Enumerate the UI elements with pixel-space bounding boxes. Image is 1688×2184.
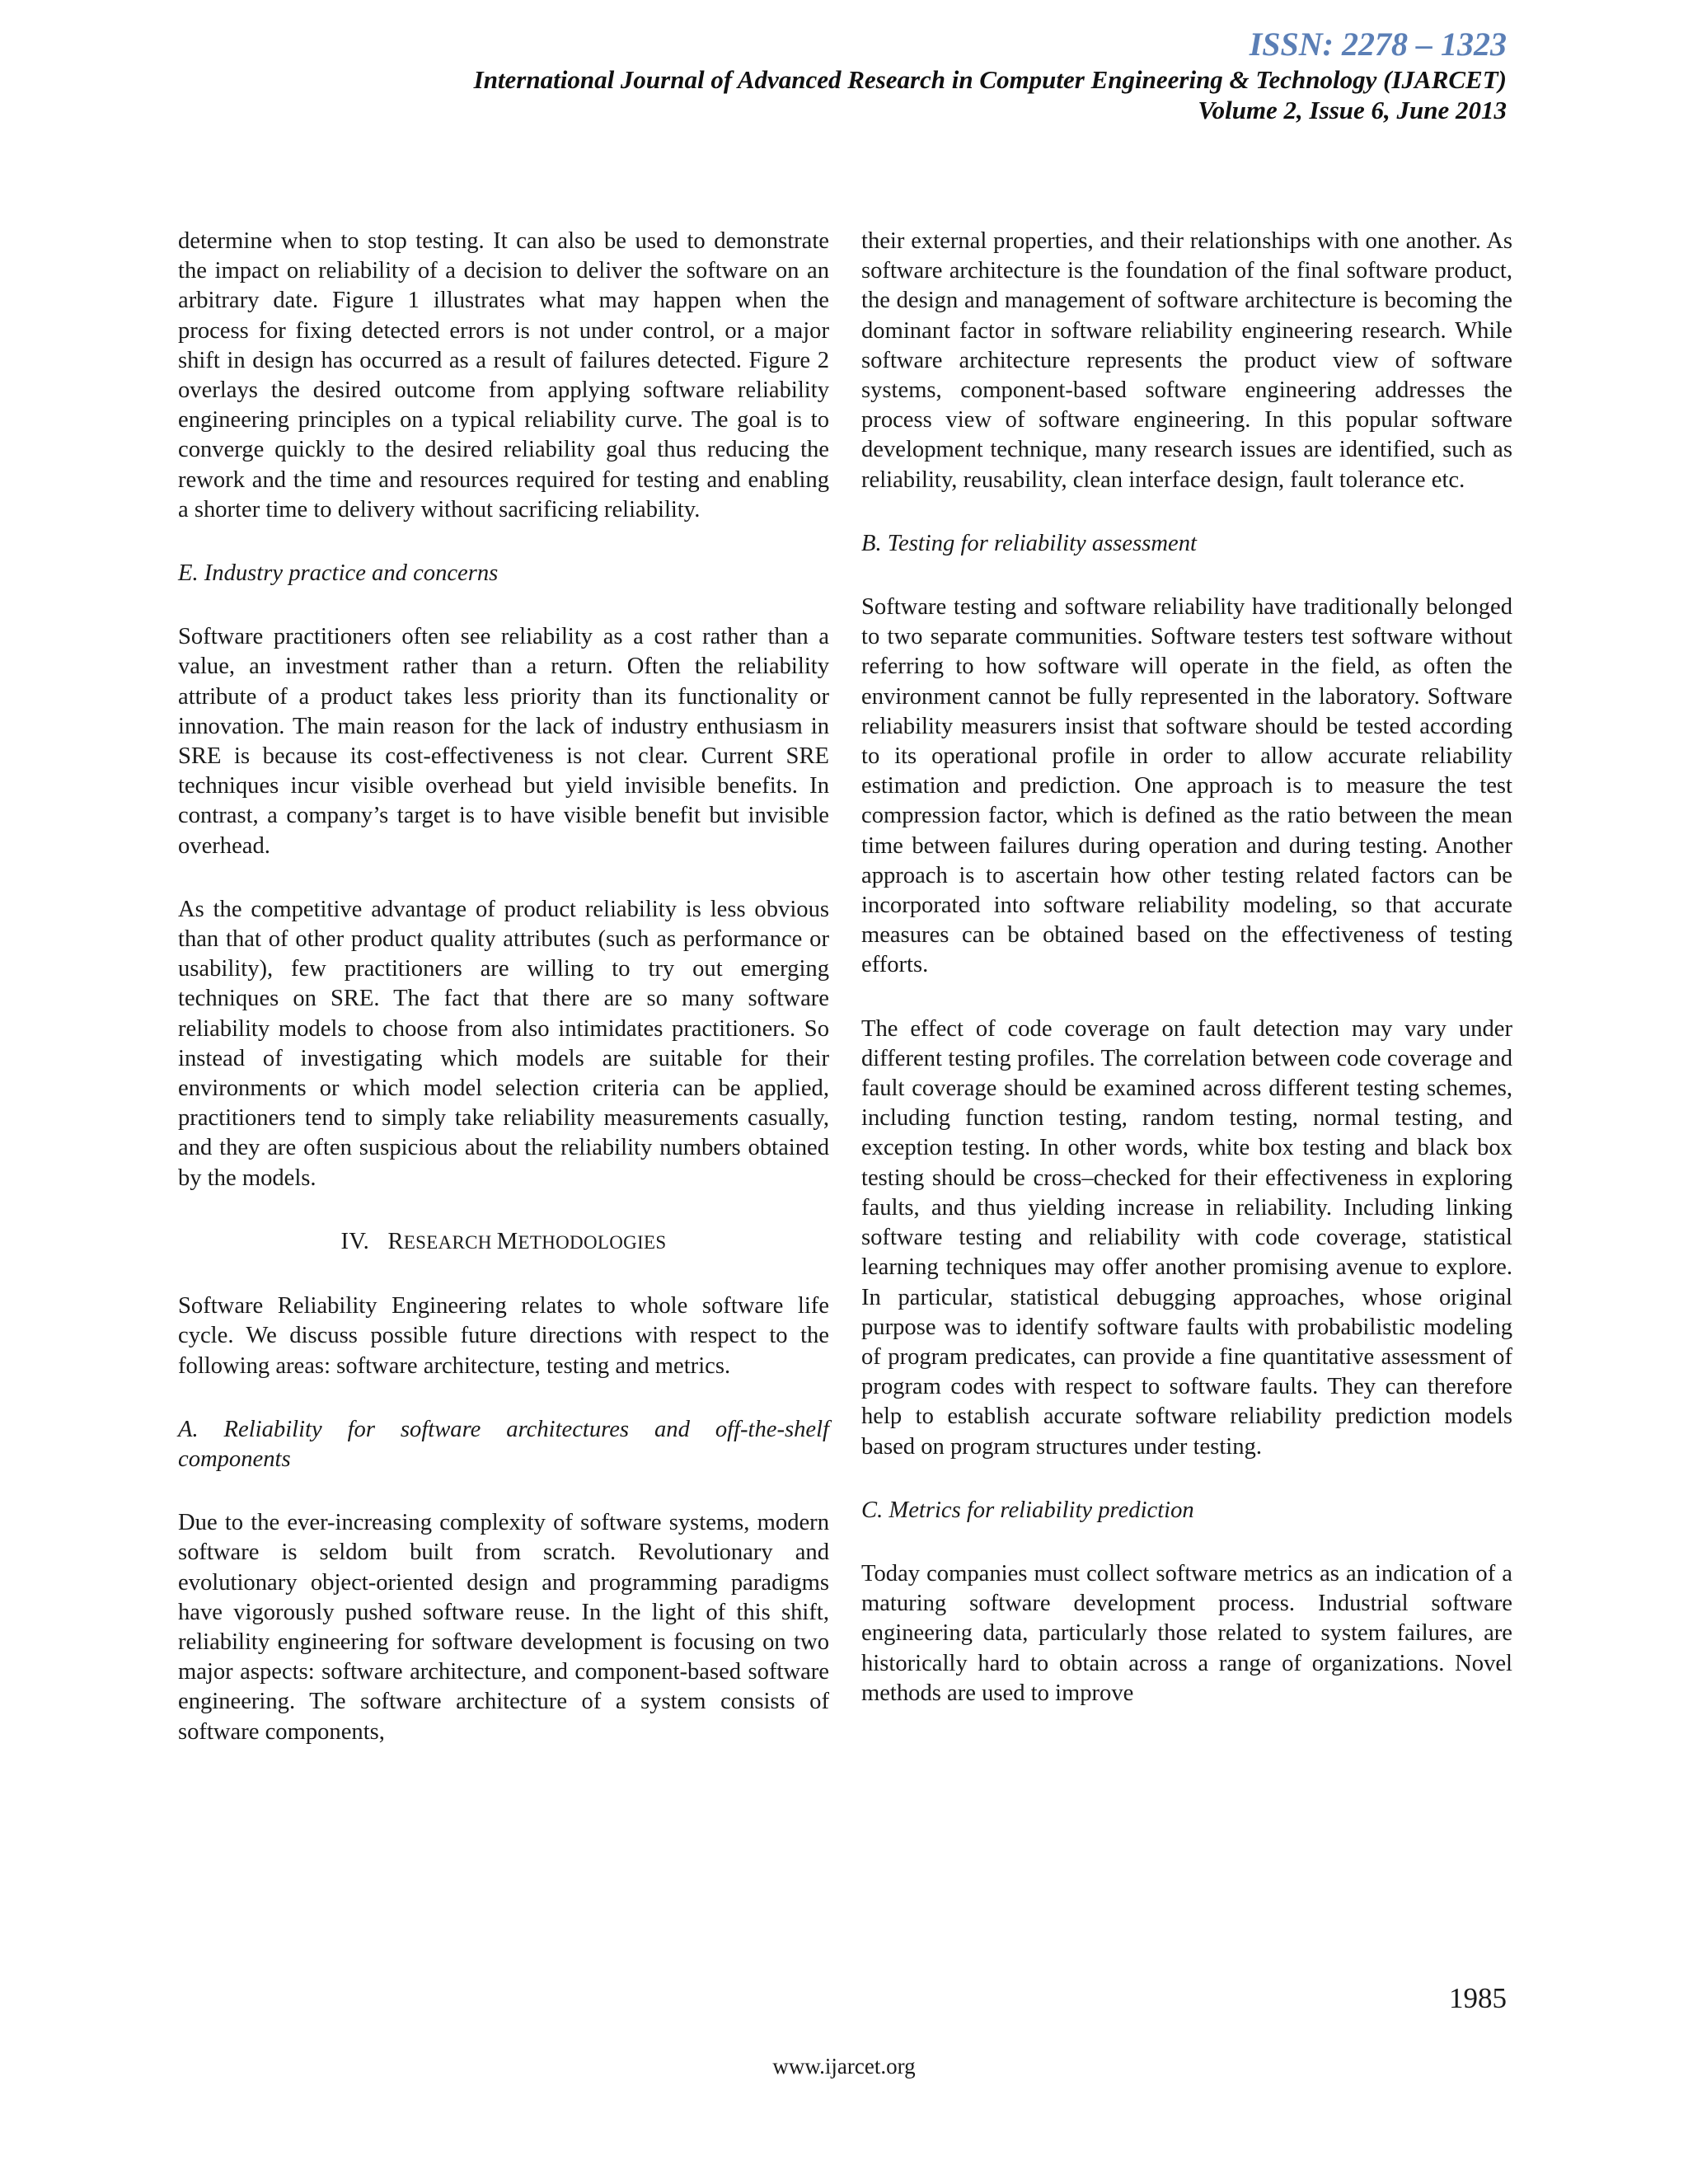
subsection-heading-c: C. Metrics for reliability prediction bbox=[861, 1497, 1194, 1523]
paragraph: Software practitioners often see reliability as a cost rather than a value, an investment rather than a return. Often the reliability attribute of a product takes less priority than its functionality or innovation. The main reason for the lack of industry enthusiasm in SRE is because its cost-effectiveness is not clear. Current SRE techniques incur visible overhead but yield invisible benefits. In contrast, a company’s target is to have visible benefit but invisible overhead. bbox=[178, 624, 829, 859]
subsection-heading-e: E. Industry practice and concerns bbox=[178, 560, 499, 587]
subsection-heading-b: B. Testing for reliability assessment bbox=[861, 530, 1197, 556]
paragraph: their external properties, and their relationships with one another. As software architecture is the foundation of the final software product, the design and management of software architecture is becoming the dominant factor in software reliability engineering research. While software architecture represents the product view of software systems, component-based software engineering addresses the process view of software engineering. In this popular software development technique, many research issues are identified, such as reliability, reusability, clean interface design, fault tolerance etc. bbox=[861, 228, 1512, 493]
section-title-part-2: ETHODOLOGIES bbox=[518, 1231, 667, 1253]
section-title-initial-r: R bbox=[387, 1228, 404, 1254]
paragraph: As the competitive advantage of product reliability is less obvious than that of other product quality attributes (such as performance or usability), few practitioners are willing to try out emerging techniques on SRE. The fact that there are so many software reliability models to choose from also intimidates practitioners. So instead of investigating which models are suitable for their environments or which model selection criteria can be applied, practitioners tend to simply take reliability measurements casually, and they are often suspicious about the reliability numbers obtained by the models. bbox=[178, 896, 829, 1191]
journal-header bbox=[474, 25, 1507, 125]
left-column bbox=[178, 227, 829, 1747]
section-number: IV. bbox=[340, 1228, 370, 1254]
subsection-heading-a: A. Reliability for software architectures and off-the-shelf components bbox=[178, 1416, 829, 1472]
section-title-part-1: ESEARCH bbox=[403, 1231, 497, 1253]
issn: ISSN: 2278 – 1323 bbox=[1249, 26, 1507, 63]
section-heading bbox=[178, 1227, 829, 1258]
paragraph: Due to the ever-increasing complexity of software systems, modern software is seldom built from scratch. Revolutionary and evolutionary object-oriented design and programming paradigms have vigorously pushed software reuse. In the light of this shift, reliability engineering for software development is focusing on two major aspects: software architecture, and component-based software engineering. The software architecture of a system consists of software components, bbox=[178, 1510, 829, 1745]
journal-title: International Journal of Advanced Research in Computer Engineering & Technology (IJARCET) bbox=[473, 65, 1507, 94]
journal-volume: Volume 2, Issue 6, June 2013 bbox=[1198, 96, 1507, 124]
paragraph: determine when to stop testing. It can also be used to demonstrate the impact on reliability of a decision to deliver the software on an arbitrary date. Figure 1 illustrates what may happen when the process for fixing detected errors is not under control, or a major shift in design has occurred as a result of failures detected. Figure 2 overlays the desired outcome from applying software reliability engineering principles on a typical reliability curve. The goal is to converge quickly to the desired reliability goal thus reducing the rework and the time and resources required for testing and enabling a shorter time to delivery without sacrificing reliability. bbox=[178, 228, 829, 523]
footer-url: www.ijarcet.org bbox=[772, 2054, 916, 2079]
paragraph: Software Reliability Engineering relates to whole software life cycle. We discuss possible future directions with respect to the following areas: software architecture, testing and metrics. bbox=[178, 1293, 829, 1379]
right-column bbox=[861, 227, 1512, 1708]
section-title-initial-m: M bbox=[496, 1228, 518, 1254]
paragraph: The effect of code coverage on fault detection may vary under different testing profiles. The correlation between code coverage and fault coverage should be examined across different testing schemes, including function testing, random testing, normal testing, and exception testing. In other words, white box testing and black box testing should be cross–checked for their effectiveness in exploring faults, and thus yielding increase in reliability. Including linking software testing and reliability with code coverage, statistical learning techniques may offer another promising avenue to explore. In particular, statistical debugging approaches, whose original purpose was to identify software faults with probabilistic modeling of program predicates, can provide a fine quantitative assessment of program codes with respect to software faults. They can therefore help to establish accurate software reliability prediction models based on program structures under testing. bbox=[861, 1015, 1512, 1460]
page-number: 1985 bbox=[1449, 1982, 1507, 2014]
paragraph: Today companies must collect software metrics as an indication of a maturing software development process. Industrial software engineering data, particularly those related to system failures, are historically hard to obtain across a range of organizations. Novel methods are used to improve bbox=[861, 1560, 1512, 1706]
paragraph: Software testing and software reliability have traditionally belonged to two separate communities. Software testers test software without referring to how software will operate in the field, as often the environment cannot be fully represented in the laboratory. Software reliability measurers insist that software should be tested according to its operational profile in order to allow accurate reliability estimation and prediction. One approach is to measure the test compression factor, which is defined as the ratio between the mean time between failures during operation and during testing. Another approach is to ascertain how other testing related factors can be incorporated into software reliability modeling, so that accurate measures can be obtained based on the effectiveness of testing efforts. bbox=[861, 594, 1512, 978]
